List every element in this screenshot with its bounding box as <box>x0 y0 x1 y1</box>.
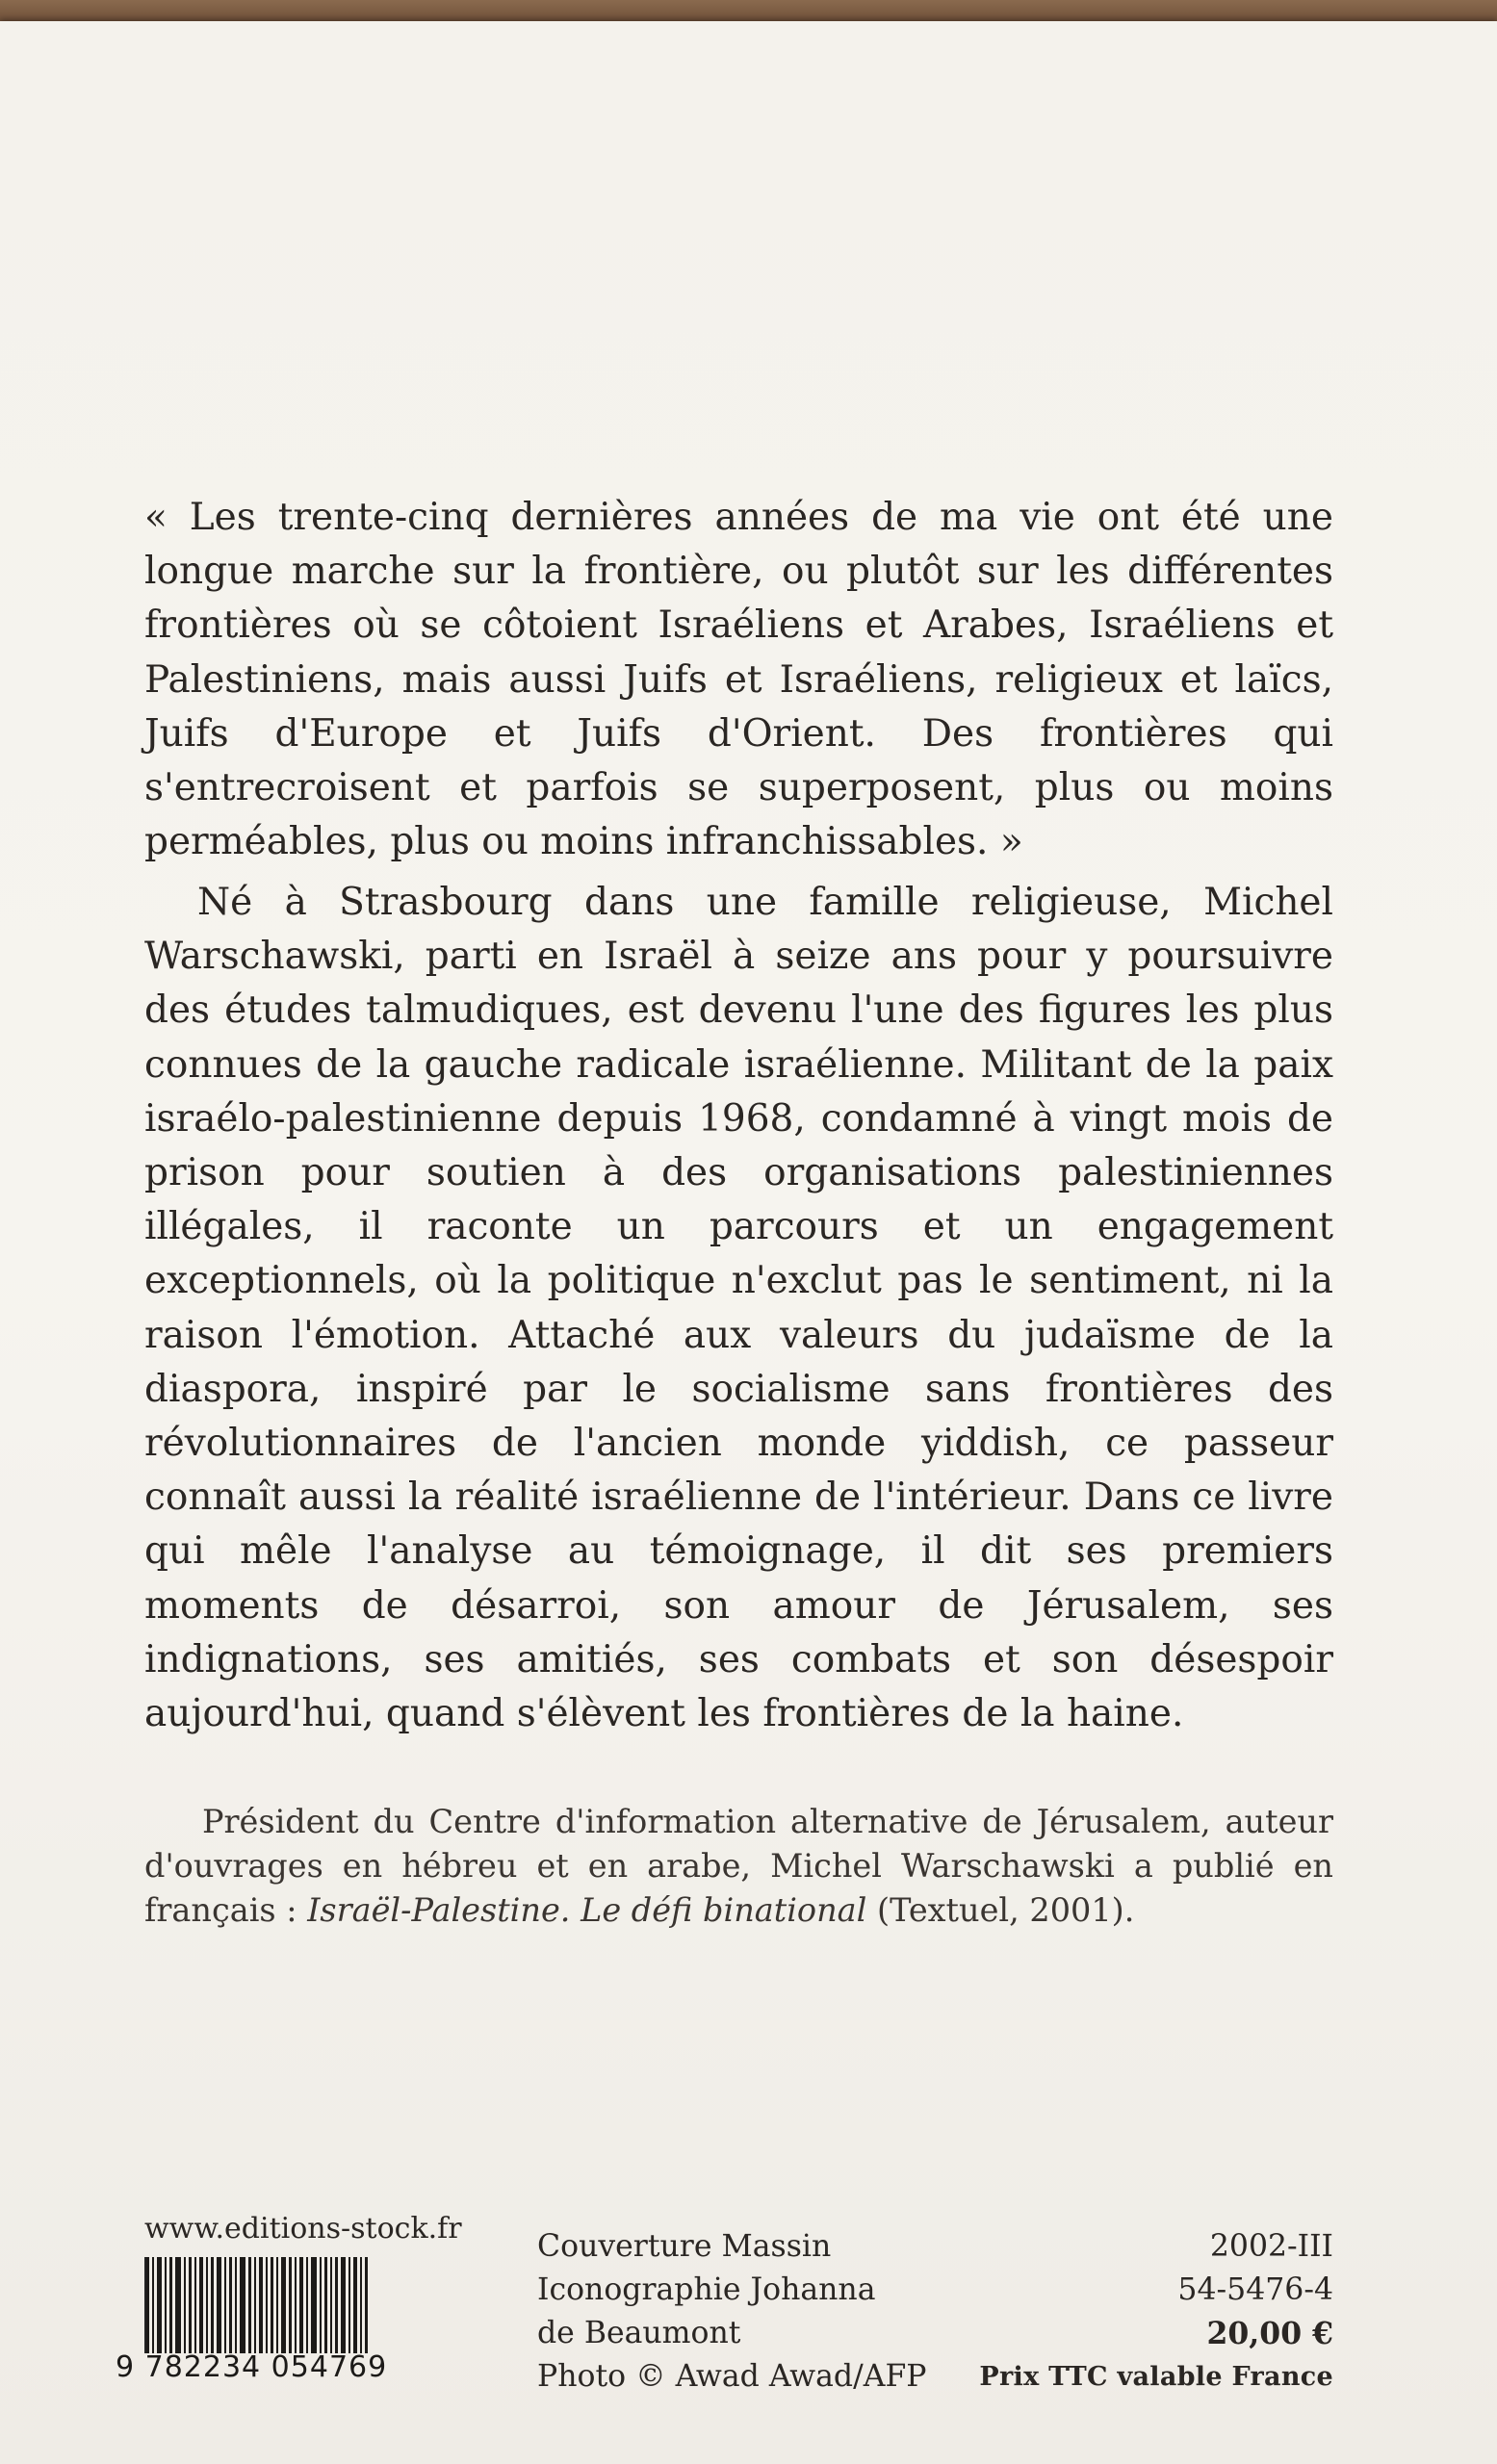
barcode-bar <box>335 2257 338 2353</box>
barcode-bar <box>254 2257 256 2353</box>
barcode-bar <box>289 2257 292 2353</box>
barcode-bar <box>295 2257 297 2353</box>
barcode-bar <box>299 2257 303 2353</box>
barcode-bar <box>175 2257 181 2353</box>
barcode-bar <box>189 2257 192 2353</box>
barcode-bar <box>353 2257 357 2353</box>
bio-paragraph: Né à Strasbourg dans une famille religieuse, Michel Warschawski, parti en Israël à seize ans pour y poursuivre des études talmudiques, est devenu l'une des figures les plus connues de la gauche radicale israélienne. Militant de la paix israélo-palestinienne depuis 1968, condamné à vingt mois de prison pour soutien à des organisations palestiniennes illégales, il raconte un parcours et un engagement exceptionnels, où la politique n'exclut pas le sentiment, ni la raison l'émotion. Attaché aux valeurs du judaïsme de la diaspora, inspiré par le socialisme sans frontières des révolutionnaires de l'ancien monde yiddish, ce passeur connaît aussi la réalité israélienne de l'intérieur. Dans ce livre qui mêle l'analyse au témoignage, il dit ses premiers moments de désarroi, son amour de Jérusalem, ses indignations, ses amitiés, ses combats et son désespoir aujourd'hui, quand s'élèvent les frontières de la haine. <box>144 881 1333 1736</box>
barcode-bar <box>330 2257 332 2353</box>
barcode-bar <box>169 2257 172 2353</box>
author-note-text: Président du Centre d'information alternative de Jérusalem, auteur d'ouvrages en hébreu et en arabe, Michel Warschawski a publié en français : <box>144 1803 1333 1929</box>
barcode-bar <box>259 2257 263 2353</box>
barcode-bar <box>266 2257 268 2353</box>
barcode-bar <box>311 2257 317 2353</box>
barcode-bar <box>194 2257 196 2353</box>
barcode-bar <box>348 2257 350 2353</box>
quote-paragraph: « Les trente-cinq dernières années de ma vie ont été une longue marche sur la frontière, ou plutôt sur les différentes frontières où se côtoient Israéliens et Arabes, Israéliens et Palestiniens, mais aussi Juifs et Israéliens, religieux et laïcs, Juifs d'Europe et Juifs d'Orient. Des frontières qui s'entrecroisent et parfois se superposent, plus ou moins perméables, plus ou moins infranchissables. » <box>144 496 1333 864</box>
price-note: Prix TTC valable France <box>979 2362 1333 2392</box>
barcode-bar <box>199 2257 203 2353</box>
price: 20,00 € <box>1206 2316 1333 2351</box>
barcode-bar <box>240 2257 245 2353</box>
publisher-website: www.editions-stock.fr <box>144 2212 462 2246</box>
barcode-bar <box>157 2257 162 2353</box>
book-title: Israël-Palestine. Le défi binational <box>307 1891 867 1929</box>
barcode-bar <box>306 2257 308 2353</box>
credits-block <box>537 2225 927 2399</box>
edition-code: 2002-III <box>1209 2229 1333 2264</box>
barcode-bar <box>248 2257 251 2353</box>
credit-line: Couverture Massin <box>537 2229 832 2264</box>
credit-line: Photo © Awad Awad/AFP <box>537 2359 927 2394</box>
barcode-bar <box>165 2257 167 2353</box>
barcode-bar <box>365 2257 368 2353</box>
barcode-bar <box>224 2257 226 2353</box>
catalog-number: 54-5476-4 <box>1177 2272 1333 2307</box>
barcode-bar <box>276 2257 278 2353</box>
barcode-bar <box>146 2257 149 2353</box>
barcode-bar <box>320 2257 322 2353</box>
barcode-bar <box>184 2257 186 2353</box>
barcode-bar <box>206 2257 208 2353</box>
barcode-bar <box>360 2257 362 2353</box>
barcode-bar <box>217 2257 221 2353</box>
author-note-citation: (Textuel, 2001). <box>866 1891 1135 1929</box>
barcode-bar <box>211 2257 214 2353</box>
barcode-bar <box>152 2257 154 2353</box>
barcode-bar <box>324 2257 327 2353</box>
barcode-bar <box>281 2257 286 2353</box>
barcode-bar <box>235 2257 237 2353</box>
barcode-digits: 9 782234 054769 <box>116 2350 388 2384</box>
credit-line: de Beaumont <box>537 2316 741 2350</box>
barcode-bar <box>271 2257 273 2353</box>
barcode-bar <box>341 2257 346 2353</box>
barcode-bar <box>229 2257 232 2353</box>
author-note <box>144 1800 1333 1933</box>
codes-block <box>979 2225 1333 2399</box>
barcode <box>144 2257 469 2353</box>
credit-line: Iconographie Johanna <box>537 2272 876 2307</box>
